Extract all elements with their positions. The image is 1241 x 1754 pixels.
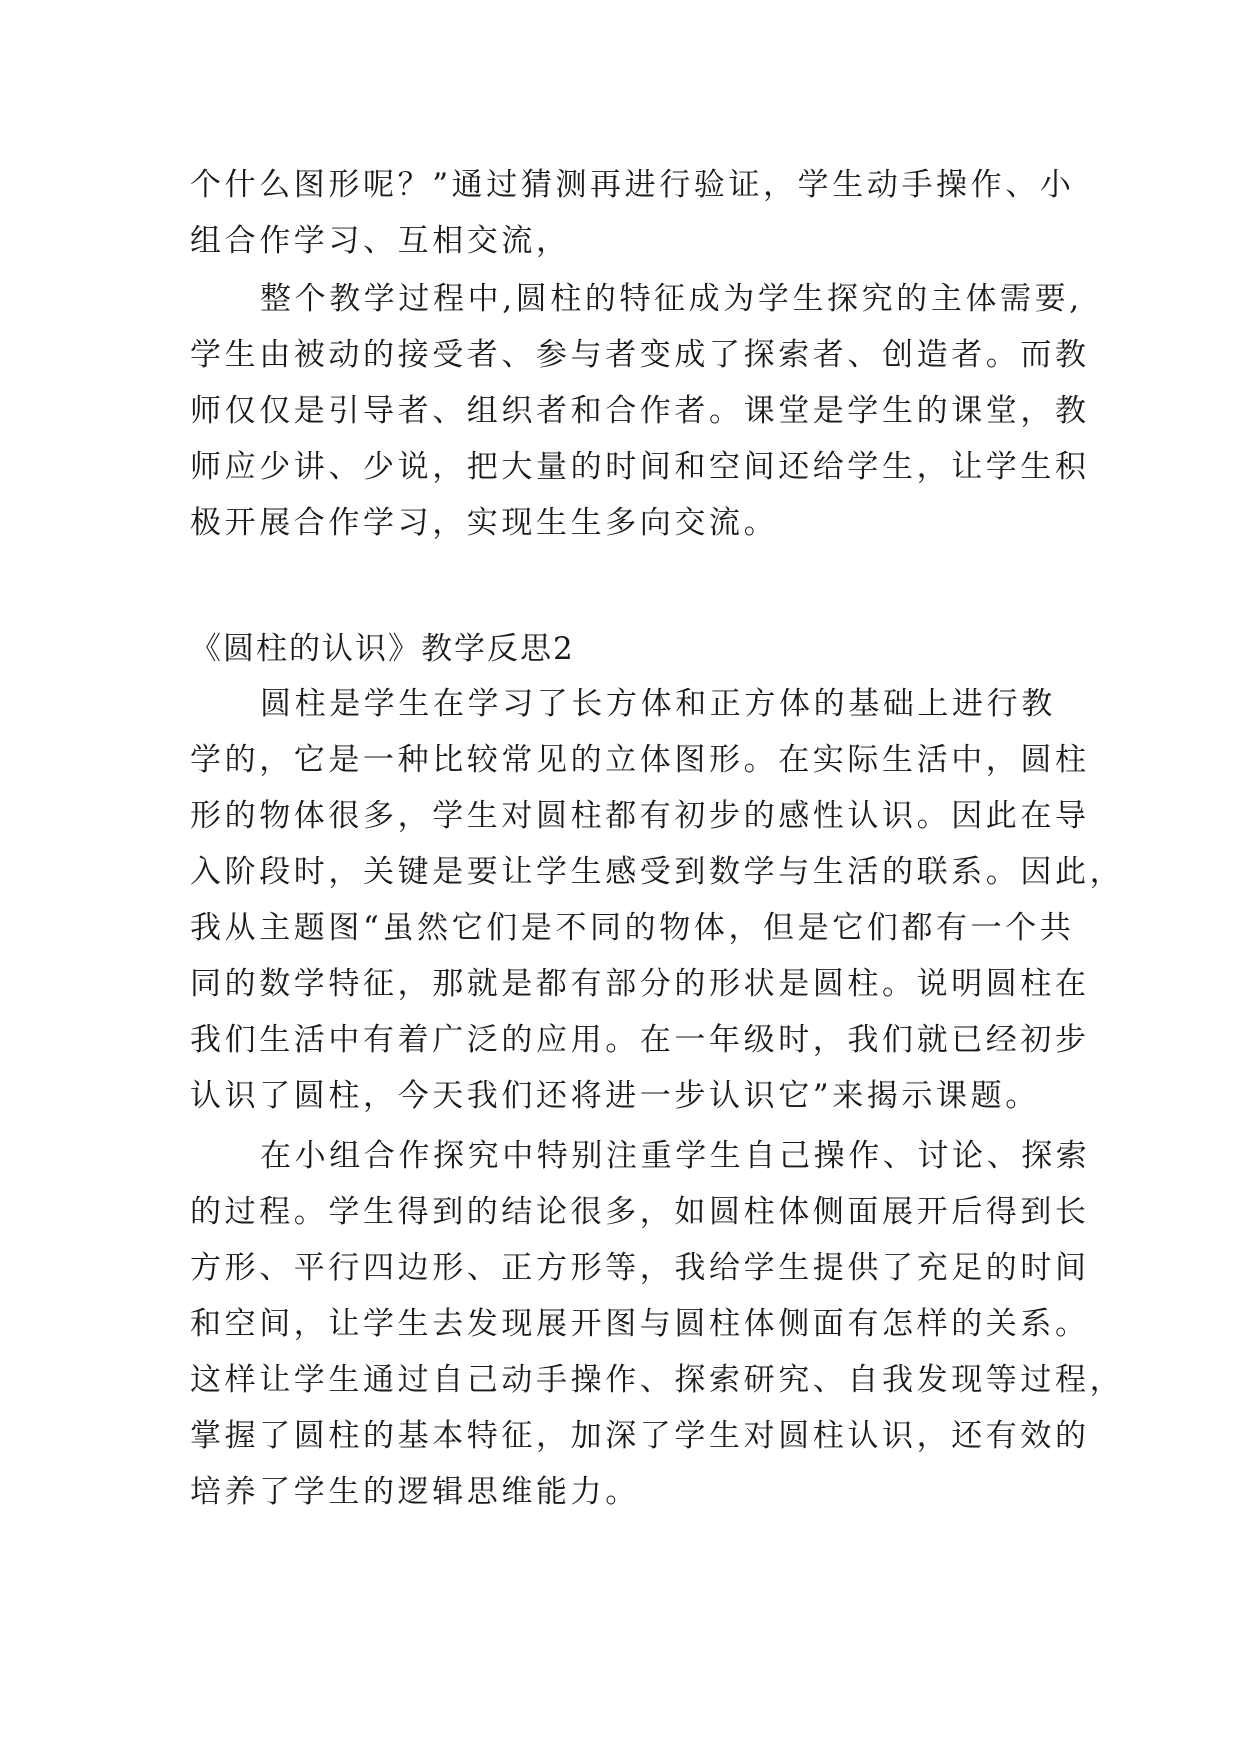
text-line: 认识了圆柱，今天我们还将进一步认识它”来揭示课题。 [190, 1078, 1040, 1114]
text-line: 方形、平行四边形、正方形等，我给学生提供了充足的时间 [190, 1250, 1090, 1286]
text-line: 形的物体很多，学生对圆柱都有初步的感性认识。因此在导 [190, 798, 1090, 834]
text-line: 和空间，让学生去发现展开图与圆柱体侧面有怎样的关系。 [190, 1306, 1090, 1342]
paragraph-teaching-process [190, 271, 1090, 551]
text-line: 入阶段时，关键是要让学生感受到数学与生活的联系。因此， [190, 854, 1125, 890]
text-line: 组合作学习、互相交流， [190, 223, 571, 259]
text-line: 培养了学生的逻辑思维能力。 [190, 1474, 640, 1510]
text-line: 极开展合作学习，实现生生多向交流。 [190, 505, 779, 541]
text-line: 的过程。学生得到的结论很多，如圆柱体侧面展开后得到长 [190, 1194, 1090, 1230]
text-line: 师仅仅是引导者、组织者和合作者。课堂是学生的课堂，教 [190, 393, 1090, 429]
text-line: 我从主题图“虽然它们是不同的物体，但是它们都有一个共 [190, 910, 1075, 946]
text-line: 学的，它是一种比较常见的立体图形。在实际生活中，圆柱 [190, 742, 1090, 778]
text-line: 掌握了圆柱的基本特征，加深了学生对圆柱认识，还有效的 [190, 1418, 1090, 1454]
text-line: 圆柱是学生在学习了长方体和正方体的基础上进行教 [260, 686, 1056, 722]
text-line: 同的数学特征，那就是都有部分的形状是圆柱。说明圆柱在 [190, 966, 1090, 1002]
paragraph-group-inquiry [190, 1128, 1125, 1520]
text-line: 我们生活中有着广泛的应用。在一年级时，我们就已经初步 [190, 1022, 1090, 1058]
text-line: 学生由被动的接受者、参与者变成了探索者、创造者。而教 [190, 337, 1090, 373]
section-heading [190, 621, 1070, 677]
text-line: 整个教学过程中,圆柱的特征成为学生探究的主体需要, [260, 281, 1083, 317]
text-line: 师应少讲、少说，把大量的时间和空间还给学生，让学生积 [190, 449, 1090, 485]
text-line: 在小组合作探究中特别注重学生自己操作、讨论、探索 [260, 1138, 1091, 1174]
text-line: 这样让学生通过自己动手操作、探索研究、自我发现等过程， [190, 1362, 1125, 1398]
continuation-paragraph [190, 157, 1075, 269]
paragraph-introduction [190, 676, 1125, 1124]
section-heading-text: 《圆柱的认识》教学反思2 [190, 631, 575, 667]
text-line: 个什么图形呢？”通过猜测再进行验证，学生动手操作、小 [190, 167, 1075, 203]
